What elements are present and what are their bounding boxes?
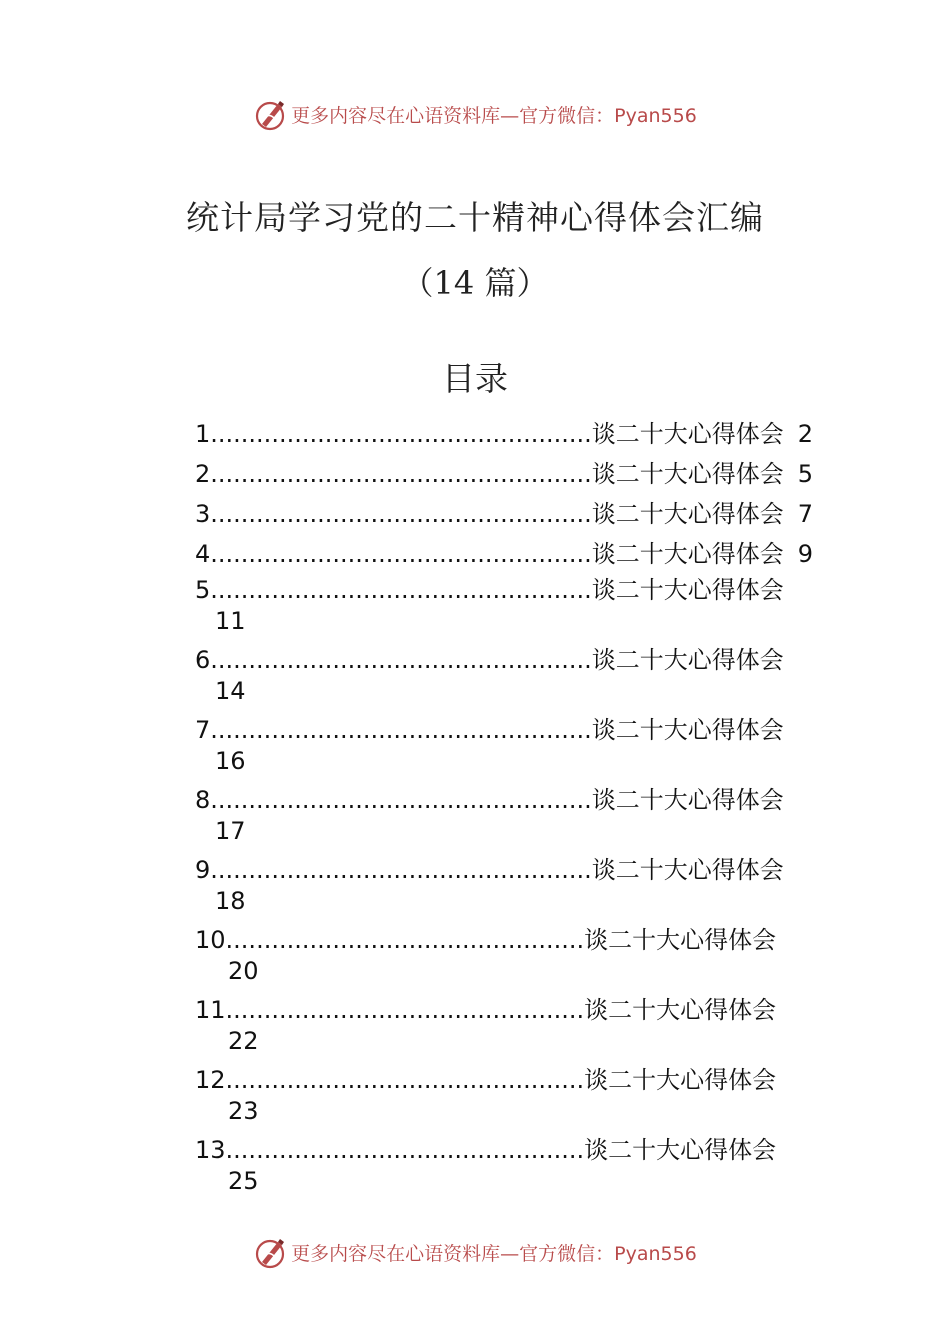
- toc-entry-number: 1: [195, 420, 211, 448]
- toc-entry[interactable]: [195, 1134, 855, 1204]
- toc-entry-number: 12: [195, 1066, 226, 1094]
- toc-entry[interactable]: [195, 414, 855, 454]
- pen-logo-icon: [253, 1235, 287, 1269]
- toc-entry-number: 4: [195, 540, 211, 568]
- toc-entry-number: 2: [195, 460, 211, 488]
- toc-entry-label: 谈二十大心得体会: [591, 786, 784, 814]
- toc-leader-dots: ..................................................: [210, 786, 592, 814]
- toc-entry-label: 谈二十大心得体会: [591, 460, 784, 488]
- toc-leader-dots: ..................................................: [210, 856, 592, 884]
- banner-wechat-id: Pyan556: [614, 1242, 697, 1265]
- toc-leader-dots: ..................................................: [210, 540, 592, 568]
- toc-entry[interactable]: [195, 644, 855, 714]
- toc-entry-page: 14: [215, 677, 246, 705]
- toc-entry-label: 谈二十大心得体会: [591, 716, 784, 744]
- toc-entry-number: 3: [195, 500, 211, 528]
- toc-entry-page: 23: [228, 1097, 259, 1125]
- toc-entry-label: 谈二十大心得体会: [591, 856, 784, 884]
- toc-leader-dots: ...............................................: [225, 926, 585, 954]
- toc-entry-page: 9: [797, 540, 814, 568]
- toc-entry-page: 2: [797, 420, 814, 448]
- toc-entry-number: 9: [195, 856, 211, 884]
- toc-entry-page: 20: [228, 957, 259, 985]
- toc-entry-number: 5: [195, 576, 211, 604]
- toc-entry-label: 谈二十大心得体会: [584, 1066, 777, 1094]
- toc-leader-dots: ..................................................: [210, 500, 592, 528]
- toc-leader-dots: ..................................................: [210, 646, 592, 674]
- toc-entry-label: 谈二十大心得体会: [591, 420, 784, 448]
- toc-entry[interactable]: [195, 854, 855, 924]
- toc-entry-page: 17: [215, 817, 246, 845]
- toc-entry[interactable]: [195, 1064, 855, 1134]
- table-of-contents: [195, 414, 855, 1204]
- toc-entry-label: 谈二十大心得体会: [584, 996, 777, 1024]
- toc-entry-label: 谈二十大心得体会: [591, 576, 784, 604]
- toc-entry-label: 谈二十大心得体会: [591, 500, 784, 528]
- toc-entry[interactable]: [195, 534, 855, 574]
- toc-entry[interactable]: [195, 494, 855, 534]
- banner-text: [291, 1239, 697, 1266]
- footer-banner: [0, 1232, 950, 1272]
- toc-entry[interactable]: [195, 714, 855, 784]
- toc-leader-dots: ...............................................: [225, 996, 585, 1024]
- banner-slogan: 更多内容尽在心语资料库—官方微信：: [291, 1242, 615, 1265]
- toc-entry-number: 10: [195, 926, 226, 954]
- pen-logo-icon: [253, 97, 287, 131]
- toc-leader-dots: ..................................................: [210, 420, 592, 448]
- document-title: 统计局学习党的二十精神心得体会汇编: [186, 198, 764, 237]
- toc-entry-number: 7: [195, 716, 211, 744]
- toc-entry-label: 谈二十大心得体会: [584, 926, 777, 954]
- toc-entry-label: 谈二十大心得体会: [591, 540, 784, 568]
- toc-entry[interactable]: [195, 454, 855, 494]
- toc-heading: 目录: [442, 359, 508, 398]
- toc-entry-page: 25: [228, 1167, 259, 1195]
- header-banner: [0, 94, 950, 134]
- toc-entry[interactable]: [195, 574, 855, 644]
- toc-entry[interactable]: [195, 994, 855, 1064]
- toc-entry[interactable]: [195, 784, 855, 854]
- toc-leader-dots: ..................................................: [210, 716, 592, 744]
- toc-entry-page: 7: [797, 500, 814, 528]
- toc-entry-number: 11: [195, 996, 226, 1024]
- banner-wechat-id: Pyan556: [614, 104, 697, 127]
- toc-entry-page: 22: [228, 1027, 259, 1055]
- toc-entry-page: 16: [215, 747, 246, 775]
- toc-entry-page: 18: [215, 887, 246, 915]
- toc-entry-label: 谈二十大心得体会: [584, 1136, 777, 1164]
- toc-entry-label: 谈二十大心得体会: [591, 646, 784, 674]
- banner-text: [291, 101, 697, 128]
- toc-entry-page: 11: [215, 607, 246, 635]
- toc-leader-dots: ..................................................: [210, 460, 592, 488]
- toc-entry-number: 8: [195, 786, 211, 814]
- toc-leader-dots: ...............................................: [225, 1136, 585, 1164]
- banner-slogan: 更多内容尽在心语资料库—官方微信：: [291, 104, 615, 127]
- toc-leader-dots: ..................................................: [210, 576, 592, 604]
- toc-leader-dots: ...............................................: [225, 1066, 585, 1094]
- toc-entry-number: 13: [195, 1136, 226, 1164]
- toc-entry-page: 5: [797, 460, 814, 488]
- toc-entry[interactable]: [195, 924, 855, 994]
- toc-entry-number: 6: [195, 646, 211, 674]
- document-subtitle: （14 篇）: [401, 264, 549, 302]
